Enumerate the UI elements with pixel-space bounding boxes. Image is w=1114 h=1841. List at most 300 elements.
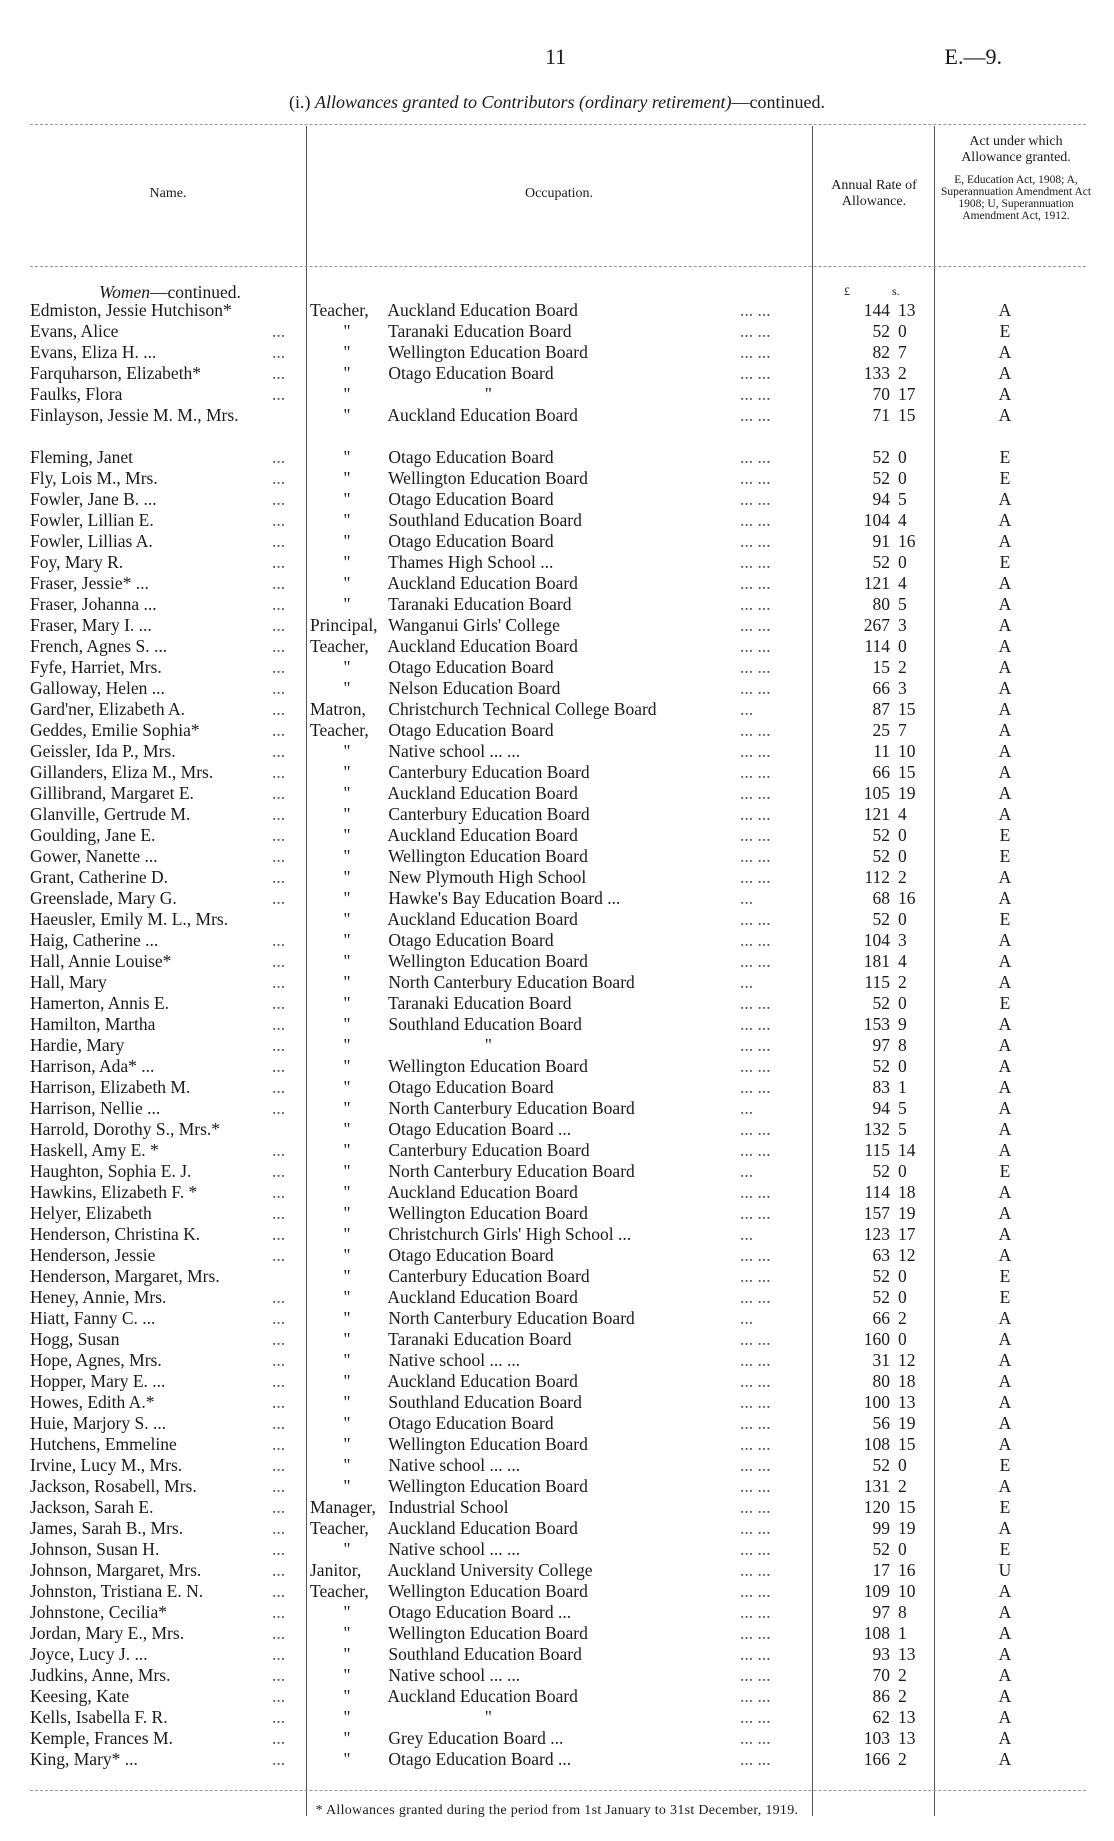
allowance-pounds: 166: [863, 1749, 890, 1769]
table-row: [0, 1077, 1114, 1098]
allowance-pounds: 114: [864, 1182, 890, 1202]
occupation-employer: Taranaki Education Board: [388, 1329, 572, 1349]
occupation-title: ": [343, 1602, 351, 1622]
act-code: A: [998, 1749, 1012, 1769]
occupation: [310, 384, 780, 405]
occupation-leader-dots: ... ...: [740, 1686, 771, 1706]
occupation: [310, 342, 780, 363]
occupation: [310, 930, 780, 951]
act-code: A: [998, 1434, 1012, 1454]
occupation-leader-dots: ... ...: [740, 1728, 771, 1748]
occupation-leader-dots: ... ...: [740, 1329, 771, 1349]
occupation-employer: Auckland Education Board: [387, 636, 578, 656]
occupation: [310, 762, 780, 783]
occupation-leader-dots: ... ...: [740, 1602, 771, 1622]
name-leader-dots: ...: [272, 1371, 286, 1391]
allowee-name: Judkins, Anne, Mrs.: [30, 1665, 171, 1685]
name-leader-dots: ...: [272, 510, 286, 530]
act-code: A: [998, 384, 1012, 404]
occupation: [310, 1350, 780, 1371]
occupation-employer: Otago Education Board: [388, 447, 554, 467]
occupation-title: ": [343, 783, 351, 803]
allowee-name: Hutchens, Emmeline: [30, 1434, 177, 1454]
occupation-leader-dots: ... ...: [740, 321, 771, 341]
table-row: [0, 1140, 1114, 1161]
name-leader-dots: ...: [272, 741, 286, 761]
allowance-pounds: 108: [863, 1623, 890, 1643]
allowance-pounds: 80: [872, 1371, 890, 1391]
table-row: [0, 825, 1114, 846]
caption-title: Allowances granted to Contributors (ordinary retirement): [315, 92, 732, 112]
allowee-name: Fraser, Mary I. ...: [30, 615, 152, 635]
allowance-pounds: 104: [863, 930, 890, 950]
act-code: A: [998, 762, 1012, 782]
occupation-leader-dots: ... ...: [740, 741, 771, 761]
occupation: [310, 1455, 780, 1476]
name-leader-dots: ...: [272, 1686, 286, 1706]
allowance-pounds: 52: [872, 909, 890, 929]
act-code: A: [998, 804, 1012, 824]
occupation-leader-dots: ... ...: [740, 510, 771, 530]
allowee-name: Kells, Isabella F. R.: [30, 1707, 168, 1727]
act-code: A: [998, 342, 1012, 362]
occupation-leader-dots: ...: [740, 1098, 754, 1118]
occupation: [310, 699, 780, 720]
name-leader-dots: ...: [272, 1539, 286, 1559]
act-code: A: [998, 867, 1012, 887]
occupation-title: ": [343, 1329, 351, 1349]
occupation: [310, 1371, 780, 1392]
occupation-employer: Southland Education Board: [388, 1014, 582, 1034]
table-row: [0, 1098, 1114, 1119]
allowance-pounds: 17: [872, 1560, 890, 1580]
allowance-shillings: 13: [898, 300, 916, 320]
occupation-title: Teacher,: [310, 636, 369, 656]
occupation-title: ": [343, 888, 351, 908]
allowee-name: Greenslade, Mary G.: [30, 888, 177, 908]
occupation-title: ": [343, 1266, 351, 1286]
occupation-title: ": [343, 1056, 351, 1076]
occupation-employer: Canterbury Education Board: [388, 1266, 590, 1286]
allowee-name: Haeusler, Emily M. L., Mrs.: [30, 909, 229, 929]
allowee-name: James, Sarah B., Mrs.: [30, 1518, 184, 1538]
occupation-title: ": [343, 1140, 351, 1160]
occupation-employer: Native school ... ...: [388, 741, 521, 761]
occupation-leader-dots: ... ...: [740, 1476, 771, 1496]
table-row: [0, 1224, 1114, 1245]
act-code: A: [998, 972, 1012, 992]
occupation: [310, 783, 780, 804]
occupation-employer: Otago Education Board: [388, 531, 554, 551]
occupation: [310, 825, 780, 846]
occupation-leader-dots: ... ...: [740, 1497, 771, 1517]
shillings-unit: s.: [892, 284, 900, 298]
table-row: [0, 342, 1114, 363]
occupation-employer: North Canterbury Education Board: [388, 1161, 635, 1181]
occupation-leader-dots: ... ...: [740, 930, 771, 950]
occupation: [310, 1224, 780, 1245]
allowance-shillings: 2: [898, 1686, 907, 1706]
allowee-name: Fowler, Lillian E.: [30, 510, 154, 530]
allowance-pounds: 87: [872, 699, 890, 719]
allowance-pounds: 144: [863, 300, 890, 320]
occupation: [310, 867, 780, 888]
allowance-pounds: 52: [872, 1266, 890, 1286]
allowance-pounds: 52: [872, 321, 890, 341]
table-row: [0, 1539, 1114, 1560]
occupation-leader-dots: ... ...: [740, 678, 771, 698]
name-leader-dots: ...: [272, 1560, 286, 1580]
allowance-pounds: 25: [872, 720, 890, 740]
occupation-employer: Wanganui Girls' College: [388, 615, 560, 635]
occupation-employer: Wellington Education Board: [388, 1476, 588, 1496]
table-row: [0, 468, 1114, 489]
occupation-employer: Wellington Education Board: [388, 1434, 588, 1454]
allowee-name: Gard'ner, Elizabeth A.: [30, 699, 186, 719]
allowance-pounds: 267: [863, 615, 890, 635]
occupation-leader-dots: ... ...: [740, 1707, 771, 1727]
occupation-leader-dots: ... ...: [740, 783, 771, 803]
name-leader-dots: ...: [272, 825, 286, 845]
occupation: [310, 951, 780, 972]
occupation-title: ": [343, 342, 351, 362]
allowee-name: Faulks, Flora: [30, 384, 123, 404]
occupation-employer: Auckland Education Board: [387, 825, 578, 845]
allowee-name: Glanville, Gertrude M.: [30, 804, 191, 824]
table-row: [0, 363, 1114, 384]
table-row: [0, 531, 1114, 552]
act-code: A: [998, 1203, 1012, 1223]
name-leader-dots: ...: [272, 1077, 286, 1097]
allowance-shillings: 4: [898, 951, 907, 971]
act-code: A: [998, 1350, 1012, 1370]
allowance-shillings: 5: [898, 594, 907, 614]
occupation-title: ": [343, 1665, 351, 1685]
allowee-name: Fowler, Jane B. ...: [30, 489, 157, 509]
allowance-shillings: 0: [898, 1455, 907, 1475]
act-code: A: [998, 1644, 1012, 1664]
occupation-employer: Wellington Education Board: [388, 1056, 588, 1076]
allowee-name: Edmiston, Jessie Hutchison*: [30, 300, 232, 320]
allowance-pounds: 105: [863, 783, 890, 803]
name-leader-dots: ...: [272, 594, 286, 614]
act-code: A: [998, 720, 1012, 740]
occupation-employer: Southland Education Board: [388, 510, 582, 530]
occupation-leader-dots: ... ...: [740, 1182, 771, 1202]
allowee-name: Harrison, Ada* ...: [30, 1056, 155, 1076]
allowee-name: Geddes, Emilie Sophia*: [30, 720, 200, 740]
act-code: E: [999, 1455, 1011, 1475]
allowance-pounds: 108: [863, 1434, 890, 1454]
act-code: E: [999, 1161, 1011, 1181]
occupation: [310, 678, 780, 699]
occupation-leader-dots: ... ...: [740, 1350, 771, 1370]
allowance-pounds: 104: [863, 510, 890, 530]
occupation-employer: Christchurch Technical College Board: [388, 699, 657, 719]
act-code: E: [999, 909, 1011, 929]
occupation-title: ": [343, 1728, 351, 1748]
allowance-shillings: 0: [898, 1329, 907, 1349]
allowance-shillings: 0: [898, 1539, 907, 1559]
allowee-name: Fraser, Jessie* ...: [30, 573, 149, 593]
occupation: [310, 1749, 780, 1770]
act-code: E: [999, 1266, 1011, 1286]
occupation: [310, 1728, 780, 1749]
name-leader-dots: ...: [272, 867, 286, 887]
allowance-pounds: 31: [872, 1350, 890, 1370]
occupation: [310, 1035, 780, 1056]
occupation: [310, 1203, 780, 1224]
occupation-title: ": [343, 1203, 351, 1223]
occupation-leader-dots: ... ...: [740, 1014, 771, 1034]
occupation-title: ": [343, 930, 351, 950]
allowance-pounds: 68: [872, 888, 890, 908]
name-leader-dots: ...: [272, 1707, 286, 1727]
allowee-name: Hardie, Mary: [30, 1035, 125, 1055]
occupation-employer: Hawke's Bay Education Board ...: [388, 888, 621, 908]
allowance-shillings: 0: [898, 993, 907, 1013]
allowance-pounds: 62: [872, 1707, 890, 1727]
occupation: [310, 447, 780, 468]
act-code: A: [998, 678, 1012, 698]
occupation-title: Principal,: [310, 615, 378, 635]
table-row: [0, 741, 1114, 762]
table-row: [0, 552, 1114, 573]
act-code: A: [998, 783, 1012, 803]
occupation-title: ": [343, 867, 351, 887]
act-code: A: [998, 1581, 1012, 1601]
name-leader-dots: ...: [272, 930, 286, 950]
allowance-pounds: 66: [872, 678, 890, 698]
name-leader-dots: ...: [272, 699, 286, 719]
act-code: E: [999, 447, 1011, 467]
allowee-name: Evans, Alice: [30, 321, 119, 341]
occupation: [310, 594, 780, 615]
occupation-employer: Southland Education Board: [388, 1392, 582, 1412]
name-leader-dots: ...: [272, 531, 286, 551]
allowance-pounds: 120: [863, 1497, 890, 1517]
occupation-leader-dots: ... ...: [740, 1455, 771, 1475]
occupation-employer: Wellington Education Board: [388, 846, 588, 866]
occupation-title: ": [343, 510, 351, 530]
occupation-leader-dots: ... ...: [740, 405, 771, 425]
allowance-shillings: 2: [898, 1476, 907, 1496]
allowance-shillings: 0: [898, 468, 907, 488]
occupation-title: ": [343, 657, 351, 677]
table-row: [0, 1119, 1114, 1140]
table-row: [0, 1560, 1114, 1581]
allowance-shillings: 3: [898, 615, 907, 635]
occupation: [310, 1392, 780, 1413]
act-code: A: [998, 1623, 1012, 1643]
occupation-employer: Otago Education Board ...: [388, 1749, 572, 1769]
allowance-pounds: 100: [863, 1392, 890, 1412]
table-row: [0, 447, 1114, 468]
table-row: [0, 993, 1114, 1014]
occupation-title: ": [343, 678, 351, 698]
table-row: [0, 1644, 1114, 1665]
allowance-pounds: 52: [872, 825, 890, 845]
occupation: [310, 804, 780, 825]
occupation-title: ": [343, 972, 351, 992]
occupation: [310, 888, 780, 909]
allowance-shillings: 15: [898, 699, 916, 719]
table-row: [0, 594, 1114, 615]
page-number: 11: [545, 44, 567, 69]
allowance-shillings: 16: [898, 1560, 916, 1580]
occupation: [310, 1098, 780, 1119]
allowance-pounds: 52: [872, 468, 890, 488]
occupation-title: ": [343, 1476, 351, 1496]
allowance-shillings: 19: [898, 783, 916, 803]
allowee-name: Heney, Annie, Mrs.: [30, 1287, 167, 1307]
table-row: [0, 1056, 1114, 1077]
allowance-shillings: 4: [898, 804, 907, 824]
allowee-name: Harrison, Elizabeth M.: [30, 1077, 191, 1097]
occupation-title: ": [343, 1161, 351, 1181]
allowance-pounds: 52: [872, 552, 890, 572]
allowee-name: Jackson, Sarah E.: [30, 1497, 154, 1517]
allowance-shillings: 2: [898, 867, 907, 887]
allowance-shillings: 16: [898, 531, 916, 551]
page-header: [0, 44, 1114, 74]
name-leader-dots: ...: [272, 1644, 286, 1664]
occupation-leader-dots: ... ...: [740, 993, 771, 1013]
occupation-leader-dots: ... ...: [740, 1644, 771, 1664]
allowance-pounds: 80: [872, 594, 890, 614]
allowee-name: Evans, Eliza H. ...: [30, 342, 157, 362]
allowance-shillings: 0: [898, 321, 907, 341]
occupation: [310, 1413, 780, 1434]
allowee-name: Joyce, Lucy J. ...: [30, 1644, 148, 1664]
name-leader-dots: ...: [272, 783, 286, 803]
allowance-pounds: 52: [872, 993, 890, 1013]
allowance-pounds: 86: [872, 1686, 890, 1706]
allowance-shillings: 7: [898, 720, 907, 740]
occupation-leader-dots: ... ...: [740, 594, 771, 614]
act-code: A: [998, 1371, 1012, 1391]
name-leader-dots: ...: [272, 573, 286, 593]
occupation-title: Teacher,: [310, 1518, 369, 1538]
act-code: A: [998, 594, 1012, 614]
occupation-title: ": [343, 1539, 351, 1559]
occupation-leader-dots: ... ...: [740, 1413, 771, 1433]
section-heading-italic: Women: [99, 282, 150, 302]
occupation-leader-dots: ... ...: [740, 762, 771, 782]
allowee-name: Hiatt, Fanny C. ...: [30, 1308, 156, 1328]
allowance-shillings: 15: [898, 762, 916, 782]
occupation-title: ": [343, 594, 351, 614]
name-leader-dots: ...: [272, 951, 286, 971]
occupation: [310, 1686, 780, 1707]
occupation-leader-dots: ... ...: [740, 1581, 771, 1601]
table-row: [0, 1287, 1114, 1308]
occupation-employer: Otago Education Board: [388, 1245, 554, 1265]
act-code: A: [998, 1728, 1012, 1748]
act-code: A: [998, 1224, 1012, 1244]
table-row: [0, 657, 1114, 678]
table-row: [0, 573, 1114, 594]
occupation-leader-dots: ... ...: [740, 468, 771, 488]
allowance-shillings: 5: [898, 489, 907, 509]
occupation-leader-dots: ... ...: [740, 1749, 771, 1769]
occupation-leader-dots: ... ...: [740, 342, 771, 362]
occupation: [310, 909, 780, 930]
occupation-title: ": [343, 1686, 351, 1706]
occupation-employer: Otago Education Board: [388, 1077, 554, 1097]
allowance-pounds: 160: [863, 1329, 890, 1349]
occupation-title: ": [343, 909, 351, 929]
act-code: E: [999, 552, 1011, 572]
name-leader-dots: ...: [272, 1581, 286, 1601]
occupation-title: ": [343, 321, 351, 341]
table-row: [0, 1455, 1114, 1476]
table-row: [0, 1014, 1114, 1035]
occupation-leader-dots: ... ...: [740, 363, 771, 383]
allowance-pounds: 94: [872, 1098, 890, 1118]
allowance-pounds: 56: [872, 1413, 890, 1433]
occupation-leader-dots: ... ...: [740, 1518, 771, 1538]
act-code: A: [998, 1119, 1012, 1139]
allowee-name: Grant, Catherine D.: [30, 867, 169, 887]
allowance-shillings: 4: [898, 573, 907, 593]
occupation-title: Teacher,: [310, 300, 369, 320]
name-leader-dots: ...: [272, 1497, 286, 1517]
act-code: A: [998, 1056, 1012, 1076]
occupation-title: ": [343, 384, 351, 404]
allowance-shillings: 0: [898, 846, 907, 866]
allowee-name: Farquharson, Elizabeth*: [30, 363, 202, 383]
occupation-employer: Industrial School: [388, 1497, 509, 1517]
occupation-leader-dots: ... ...: [740, 1560, 771, 1580]
table-row: [0, 1602, 1114, 1623]
act-code: E: [999, 993, 1011, 1013]
allowance-pounds: 83: [872, 1077, 890, 1097]
allowance-pounds: 52: [872, 447, 890, 467]
occupation: [310, 1434, 780, 1455]
occupation-leader-dots: ... ...: [740, 1665, 771, 1685]
table-row: [0, 1182, 1114, 1203]
name-leader-dots: ...: [272, 972, 286, 992]
act-code: A: [998, 1098, 1012, 1118]
table-row: [0, 1413, 1114, 1434]
occupation-leader-dots: ... ...: [740, 1434, 771, 1454]
name-leader-dots: ...: [272, 1476, 286, 1496]
table-row: [0, 405, 1114, 447]
occupation-title: ": [343, 762, 351, 782]
occupation-employer: Otago Education Board: [388, 720, 554, 740]
occupation-leader-dots: ...: [740, 1161, 754, 1181]
occupation-title: ": [343, 1035, 351, 1055]
name-leader-dots: ...: [272, 636, 286, 656]
occupation-title: ": [343, 1749, 351, 1769]
allowance-pounds: 121: [863, 804, 890, 824]
allowance-pounds: 11: [873, 741, 890, 761]
allowee-name: Huie, Marjory S. ...: [30, 1413, 167, 1433]
occupation-title: ": [343, 573, 351, 593]
allowee-name: Kemple, Frances M.: [30, 1728, 173, 1748]
table-row: [0, 1245, 1114, 1266]
allowance-shillings: 10: [898, 741, 916, 761]
occupation-employer: North Canterbury Education Board: [388, 972, 635, 992]
allowance-pounds: 66: [872, 762, 890, 782]
allowee-name: Goulding, Jane E.: [30, 825, 156, 845]
occupation-title: ": [343, 1413, 351, 1433]
allowee-name: Hawkins, Elizabeth F. *: [30, 1182, 198, 1202]
header-name: Name.: [149, 186, 187, 201]
name-leader-dots: ...: [272, 1140, 286, 1160]
allowance-shillings: 5: [898, 1119, 907, 1139]
